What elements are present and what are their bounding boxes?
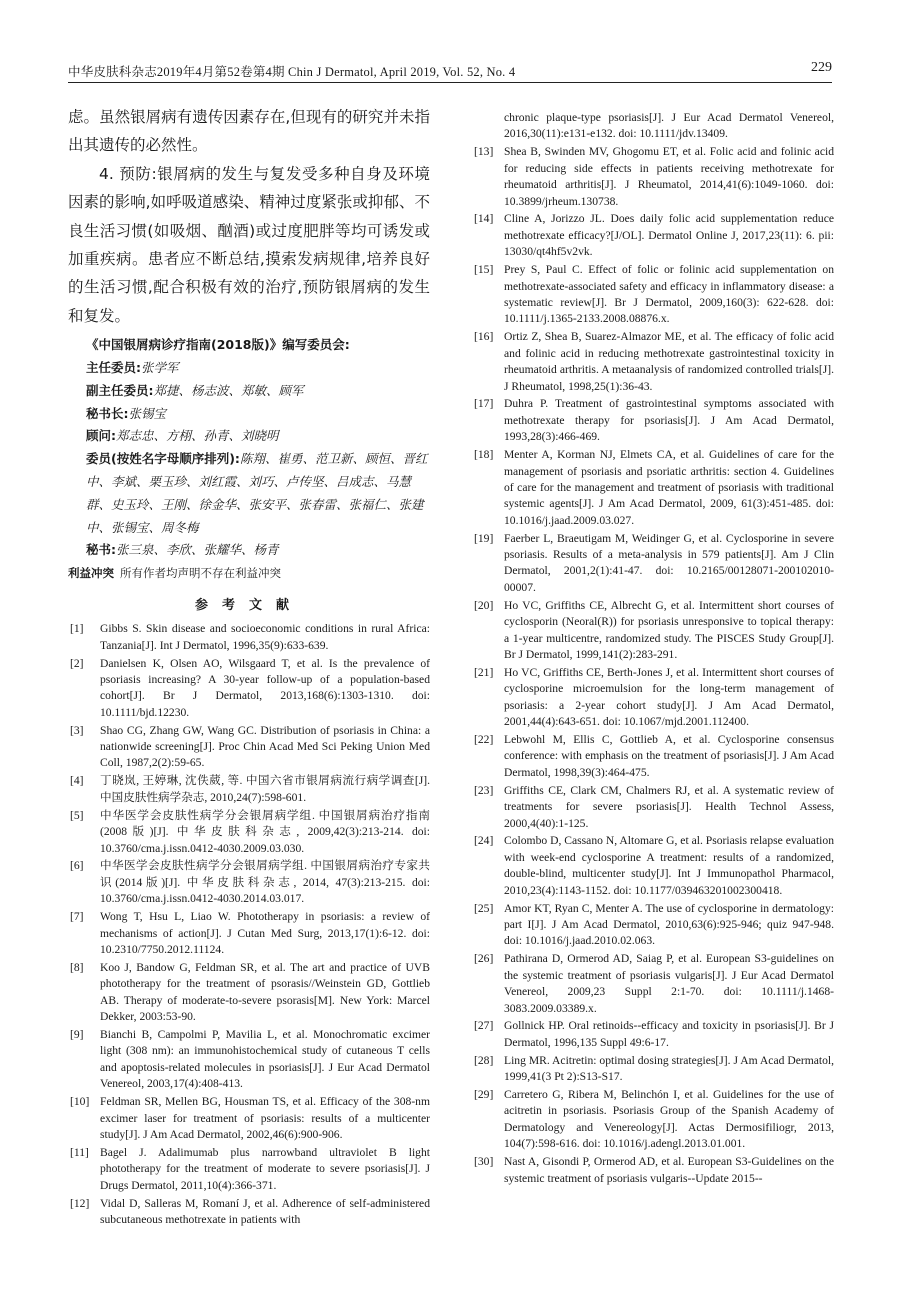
reference-number: [3]: [70, 723, 84, 737]
reference-text: Nast A, Gisondi P, Ormerod AD, et al. European S3-Guidelines on the systemic treatment of psoriasis vulgaris--Update 2015--: [504, 1155, 834, 1185]
reference-number: [9]: [70, 1027, 84, 1041]
reference-item: [68, 960, 430, 1026]
reference-text: Ortiz Z, Shea B, Suarez-Almazor ME, et al. The efficacy of folic acid and folinic acid in reducing methotrexate gastrointestinal toxicity in rheumatoid arthritis. A metaanalysis of randomized controlled trials[J]. J Rheumatol, 1998,25(1):36-43.: [504, 330, 834, 393]
reference-list-left: [68, 621, 430, 1228]
reference-number: [15]: [474, 263, 494, 277]
committee-block: [68, 334, 430, 562]
reference-item: [68, 808, 430, 857]
committee-chair: 主任委员:张学军: [86, 360, 179, 376]
reference-item: [68, 1094, 430, 1143]
body-paragraph-2: 4. 预防:银屑病的发生与复发受多种自身及环境因素的影响,如呼吸道感染、精神过度紧张或抑郁、不良生活习惯(如吸烟、酗酒)或过度肥胖等均可诱发或加重疾病。患者应不断总结,摸索发病规律,培养良好的生活习惯,配合积极有效的治疗,预防银屑病的发生和复发。: [68, 164, 430, 325]
reference-item: [472, 1154, 834, 1187]
reference-text: Bianchi B, Campolmi P, Mavilia L, et al. Monochromatic excimer light (308 nm): an immunohistochemical study of cutaneous T cells and apoptosis-related molecules in psoriasis[J]. J Eur Acad Dermatol Venereol, 2003,17(4):408-413.: [100, 1027, 430, 1091]
reference-text: Prey S, Paul C. Effect of folic or folinic acid supplementation on methotrexate-associated safety and efficacy in inflammatory disease: a systematic review[J]. Br J Dermatol, 2009,160(3): 622-628. doi: 10.1111/j.1365-2133.2008.08876.x.: [504, 263, 834, 326]
reference-text: Faerber L, Braeutigam M, Weidinger G, et al. Cyclosporine in severe psoriasis. Results of a meta-analysis in 579 patients[J]. Am J Clin Dermatol, 2001,2(1):41-47. doi: 10.2165/00128071-200102010-00007.: [504, 531, 834, 594]
reference-number: [29]: [474, 1088, 494, 1102]
body-paragraph-1: 虑。虽然银屑病有遗传因素存在,但现有的研究并未指出其遗传的必然性。: [68, 108, 430, 155]
reference-text: Shao CG, Zhang GW, Wang GC. Distribution of psoriasis in China: a nationwide screening[J]. Proc Chin Acad Med Sci Peking Union Med Coll, 1987,2(2):59-65.: [100, 723, 430, 770]
reference-text: Gollnick HP. Oral retinoids--efficacy and toxicity in psoriasis[J]. Br J Dermatol, 1996,135 Suppl 49:6-17.: [504, 1019, 834, 1049]
reference-item: [68, 1027, 430, 1093]
reference-item: [472, 665, 834, 731]
reference-number: [22]: [474, 733, 494, 747]
reference-number: [1]: [70, 622, 84, 636]
reference-item: [472, 262, 834, 328]
reference-item: [472, 732, 834, 781]
reference-item: [68, 773, 430, 806]
reference-text: 中华医学会皮肤性病学分会银屑病学组. 中国银屑病治疗指南(2008版)[J]. 中华皮肤科杂志, 2009,42(3):213-214. doi: 10.3760/cma.j.issn.0412-4030.2009.03.030.: [100, 808, 430, 855]
reference-item: [68, 621, 430, 654]
reference-number: [20]: [474, 598, 494, 612]
reference-text: Danielsen K, Olsen AO, Wilsgaard T, et al. Is the prevalence of psoriasis increasing? A 30-year follow-up of a population-based cohort[J]. Br J Dermatol, 2013,168(6):1303-1310. doi: 10.1111/bjd.12230.: [100, 656, 430, 719]
reference-text: 中华医学会皮肤性病学分会银屑病学组. 中国银屑病治疗专家共识(2014版)[J]. 中华皮肤科杂志, 2014, 47(3):213-215. doi: 10.3760/cma.j.issn.0412-4030.2014.03.017.: [100, 859, 430, 906]
reference-text: Duhra P. Treatment of gastrointestinal symptoms associated with methotrexate therapy for psoriasis[J]. J Am Acad Dermatol, 1993,28(3):466-469.: [504, 397, 834, 444]
reference-list-right: [472, 110, 834, 1187]
reference-number: [7]: [70, 910, 84, 924]
reference-item: [68, 656, 430, 722]
reference-item: [472, 396, 834, 445]
reference-text: Ling MR. Acitretin: optimal dosing strategies[J]. J Am Acad Dermatol, 1999,41(3 Pt 2):S13-S17.: [504, 1053, 834, 1084]
reference-text: Amor KT, Ryan C, Menter A. The use of cyclosporine in dermatology: part I[J]. J Am Acad Dermatol, 2010,63(6):925-946; quiz 947-948. doi: 10.1016/j.jaad.2010.02.063.: [504, 901, 834, 948]
reference-item: [472, 531, 834, 597]
reference-item: [472, 1018, 834, 1051]
reference-number: [17]: [474, 397, 494, 411]
reference-item: [472, 783, 834, 832]
right-column: [472, 110, 834, 1189]
reference-number: [28]: [474, 1053, 494, 1067]
committee-title: 《中国银屑病诊疗指南(2018版)》编写委员会:: [86, 337, 350, 353]
reference-item: [68, 723, 430, 772]
committee-advisors: 顾问:郑志忠、方栩、孙青、刘晓明: [86, 428, 279, 444]
reference-number: [13]: [474, 145, 494, 159]
reference-item: [472, 1053, 834, 1086]
reference-text: Cline A, Jorizzo JL. Does daily folic acid supplementation reduce methotrexate efficacy?[J/OL]. Dermatol Online J, 2017,23(11): 6. pii: 13030/qt4hf5v2vk.: [504, 212, 834, 259]
reference-text: Gibbs S. Skin disease and socioeconomic conditions in rural Africa: Tanzania[J]. Int J Dermatol, 1996,35(9):633-639.: [100, 622, 430, 652]
reference-text: Wong T, Hsu L, Liao W. Phototherapy in psoriasis: a review of mechanisms of action[J]. J Cutan Med Surg, 2013,17(1):6-12. doi: 10.2310/7750.2012.11124.: [100, 910, 430, 956]
reference-number: [14]: [474, 212, 494, 226]
reference-continuation: chronic plaque-type psoriasis[J]. J Eur Acad Dermatol Venereol, 2016,30(11):e131-e132. doi: 10.1111/jdv.13409.: [504, 111, 834, 141]
reference-text: Bagel J. Adalimumab plus narrowband ultraviolet B light phototherapy for the treatment of moderate to severe psoriasis[J]. J Drugs Dermatol, 2011,10(4):366-371.: [100, 1145, 430, 1192]
reference-text: Ho VC, Griffiths CE, Berth-Jones J, et al. Intermittent short courses of cyclosporine microemulsion for the long-term management of psoriasis: a 2-year cohort study[J]. J Am Acad Dermatol, 2001,44(4):643-651. doi: 10.1067/mjd.2001.112400.: [504, 665, 834, 729]
reference-number: [21]: [474, 665, 494, 679]
reference-number: [18]: [474, 448, 494, 462]
reference-text: Griffiths CE, Clark CM, Chalmers RJ, et al. A systematic review of treatments for severe psoriasis[J]. Health Technol Assess, 2000,4(40):1-125.: [504, 783, 834, 830]
reference-item: [68, 1196, 430, 1229]
reference-text: Menter A, Korman NJ, Elmets CA, et al. Guidelines of care for the management of psoriasis and psoriatic arthritis: section 4. Guidelines of care for the management and treatment of psoriasis with traditional systemic agents[J]. J Am Acad Dermatol, 2009, 61(3):451-485. doi: 10.1016/j.jaad.2009.03.027.: [504, 448, 834, 527]
reference-item: [472, 951, 834, 1017]
left-column: [68, 103, 430, 1230]
conflict-of-interest: 利益冲突 所有作者均声明不存在利益冲突: [68, 566, 281, 581]
reference-number: [24]: [474, 834, 494, 848]
reference-number: [30]: [474, 1155, 494, 1169]
committee-members: 委员(按姓名字母顺序排列):陈翔、崔勇、范卫新、顾恒、晋红中、李斌、栗玉珍、刘红霞、刘巧、卢传坚、吕成志、马慧群、史玉玲、王刚、徐金华、张安平、张春雷、张福仁、张建中、张锡宝、周冬梅: [86, 451, 428, 535]
reference-item: [472, 447, 834, 529]
reference-number: [10]: [70, 1095, 90, 1109]
reference-number: [2]: [70, 656, 84, 670]
reference-item: [68, 858, 430, 907]
reference-number: [19]: [474, 531, 494, 545]
journal-citation: 中华皮肤科杂志2019年4月第52卷第4期 Chin J Dermatol, April 2019, Vol. 52, No. 4: [68, 65, 516, 79]
reference-number: [23]: [474, 783, 494, 797]
committee-secretaries: 秘书:张三泉、李欣、张耀华、杨青: [86, 542, 279, 558]
reference-item: [472, 144, 834, 210]
header-rule: [68, 82, 832, 83]
page-number: 229: [811, 60, 832, 75]
reference-number: [27]: [474, 1019, 494, 1033]
reference-number: [25]: [474, 901, 494, 915]
reference-number: [6]: [70, 859, 84, 873]
reference-item: [472, 329, 834, 395]
committee-vice-chairs: 副主任委员:郑捷、杨志波、郑敏、顾军: [86, 382, 304, 398]
reference-number: [11]: [70, 1145, 89, 1159]
reference-item: [472, 211, 834, 260]
reference-item: [472, 1087, 834, 1153]
reference-text: Lebwohl M, Ellis C, Gottlieb A, et al. Cyclosporine consensus conference: with emphasis on the treatment of psoriasis[J]. J Am Acad Dermatol, 1998,39(3):464-475.: [504, 733, 834, 779]
reference-item: [472, 833, 834, 899]
reference-text: Vidal D, Salleras M, Romaní J, et al. Adherence of self-administered subcutaneous methotrexate in patients with: [100, 1196, 430, 1226]
reference-text: Colombo D, Cassano N, Altomare G, et al. Psoriasis relapse evaluation with week-end cyclosporine A treatment: results of a randomized, double-blind, multicenter study[J]. Int J Immunopathol Pharmacol, 2010,23(4):1143-1152. doi: 10.1177/039463201002300418.: [504, 834, 834, 897]
reference-number: [4]: [70, 774, 84, 788]
reference-number: [26]: [474, 952, 494, 966]
reference-item: [68, 909, 430, 958]
reference-item: [68, 1145, 430, 1194]
reference-item: [472, 901, 834, 950]
running-header: [68, 60, 832, 82]
references-heading: 参考文献: [194, 598, 303, 614]
reference-text: Shea B, Swinden MV, Ghogomu ET, et al. Folic acid and folinic acid for reducing side effects in patients receiving methotrexate for rheumatoid arthritis[J]. J Rheumatol, 2014,41(6):1049-1060. doi: 10.3899/jrheum.130738.: [504, 145, 834, 208]
reference-number: [12]: [70, 1196, 90, 1210]
reference-text: Pathirana D, Ormerod AD, Saiag P, et al. European S3-guidelines on the systemic treatment of psoriasis vulgaris[J]. J Eur Acad Dermatol Venereol, 2009,23 Suppl 2:1-70. doi: 10.1111/j.1468-3083.2009.03389.x.: [504, 952, 834, 1015]
reference-number: [5]: [70, 808, 84, 822]
committee-secretary-general: 秘书长:张锡宝: [86, 405, 167, 421]
reference-item: [472, 598, 834, 664]
reference-text: 丁晓岚, 王婷琳, 沈佚葳, 等. 中国六省市银屑病流行病学调查[J]. 中国皮肤性病学杂志, 2010,24(7):598-601.: [100, 774, 430, 804]
reference-text: Feldman SR, Mellen BG, Housman TS, et al. Efficacy of the 308-nm excimer laser for treatment of psoriasis: results of a multicenter study[J]. J Am Acad Dermatol, 2002,46(6):900-906.: [100, 1095, 430, 1141]
reference-number: [8]: [70, 960, 84, 974]
reference-text: Koo J, Bandow G, Feldman SR, et al. The art and practice of UVB phototherapy for the treatment of psorasis//Weinstein GD, Gottlieb AB. Therapy of moderate-to-severe psorasis[M]. New York: Marcel Dekker, 2003:53-90.: [100, 960, 430, 1024]
reference-text: Ho VC, Griffiths CE, Albrecht G, et al. Intermittent short courses of cyclosporin (Neoral(R)) for psoriasis unresponsive to topical therapy: a 1-year multicentre, randomized study. The PISCES Study Group[J]. Br J Dermatol, 1999,141(2):283-291.: [504, 598, 834, 661]
reference-text: Carretero G, Ribera M, Belinchón I, et al. Guidelines for the use of acitretin in psoriasis. Psoriasis Group of the Spanish Academy of Dermatology and Venereology[J]. Actas Dermosifiliogr, 2013, 104(7):598-616. doi: 10.1016/j.adengl.2013.01.001.: [504, 1088, 834, 1151]
reference-number: [16]: [474, 330, 494, 344]
